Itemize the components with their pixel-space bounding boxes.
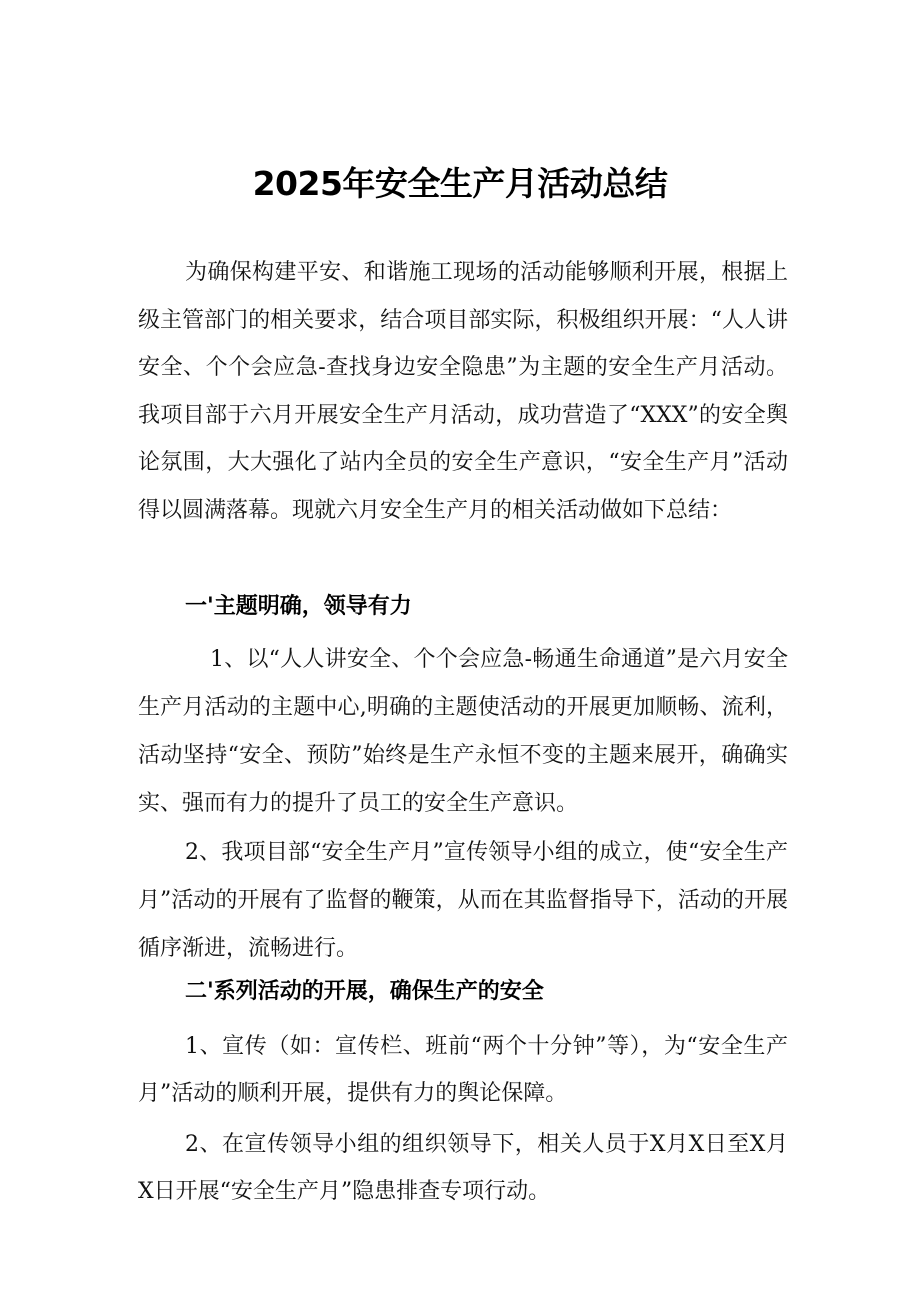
section-2-item-1: 1、宣传（如：宣传栏、班前“两个十分钟”等），为“安全生产月”活动的顺利开展，提供有力的舆论保障。	[138, 1034, 788, 1106]
section-1-item-1: 1、以“人人讲安全、个个会应急-畅通生命通道”是六月安全生产月活动的主题中心,明确的主题使活动的开展更加顺畅、流利，活动坚持“安全、预防”始终是生产永恒不变的主题来展开，确确实实、强而有力的提升了员工的安全生产意识。	[138, 647, 788, 816]
document-title: 2025年安全生产月活动总结	[252, 164, 668, 204]
intro-paragraph: 为确保构建平安、和谐施工现场的活动能够顺利开展，根据上级主管部门的相关要求，结合项目部实际，积极组织开展：“人人讲安全、个个会应急-查找身边安全隐患”为主题的安全生产月活动。我项目部于六月开展安全生产月活动，成功营造了“XXX”的安全舆论氛围，大大强化了站内全员的安全生产意识，“安全生产月”活动得以圆满落幕。现就六月安全生产月的相关活动做如下总结：	[138, 260, 788, 523]
section-1-heading: 一'主题明确，领导有力	[185, 594, 412, 619]
section-1-item-2: 2、我项目部“安全生产月”宣传领导小组的成立，使“安全生产月”活动的开展有了监督的鞭策，从而在其监督指导下，活动的开展循序渐进，流畅进行。	[138, 840, 788, 961]
section-2-item-2: 2、在宣传领导小组的组织领导下，相关人员于X月X日至X月X日开展“安全生产月”隐患排查专项行动。	[138, 1132, 788, 1204]
section-2-heading: 二'系列活动的开展，确保生产的安全	[185, 979, 544, 1004]
